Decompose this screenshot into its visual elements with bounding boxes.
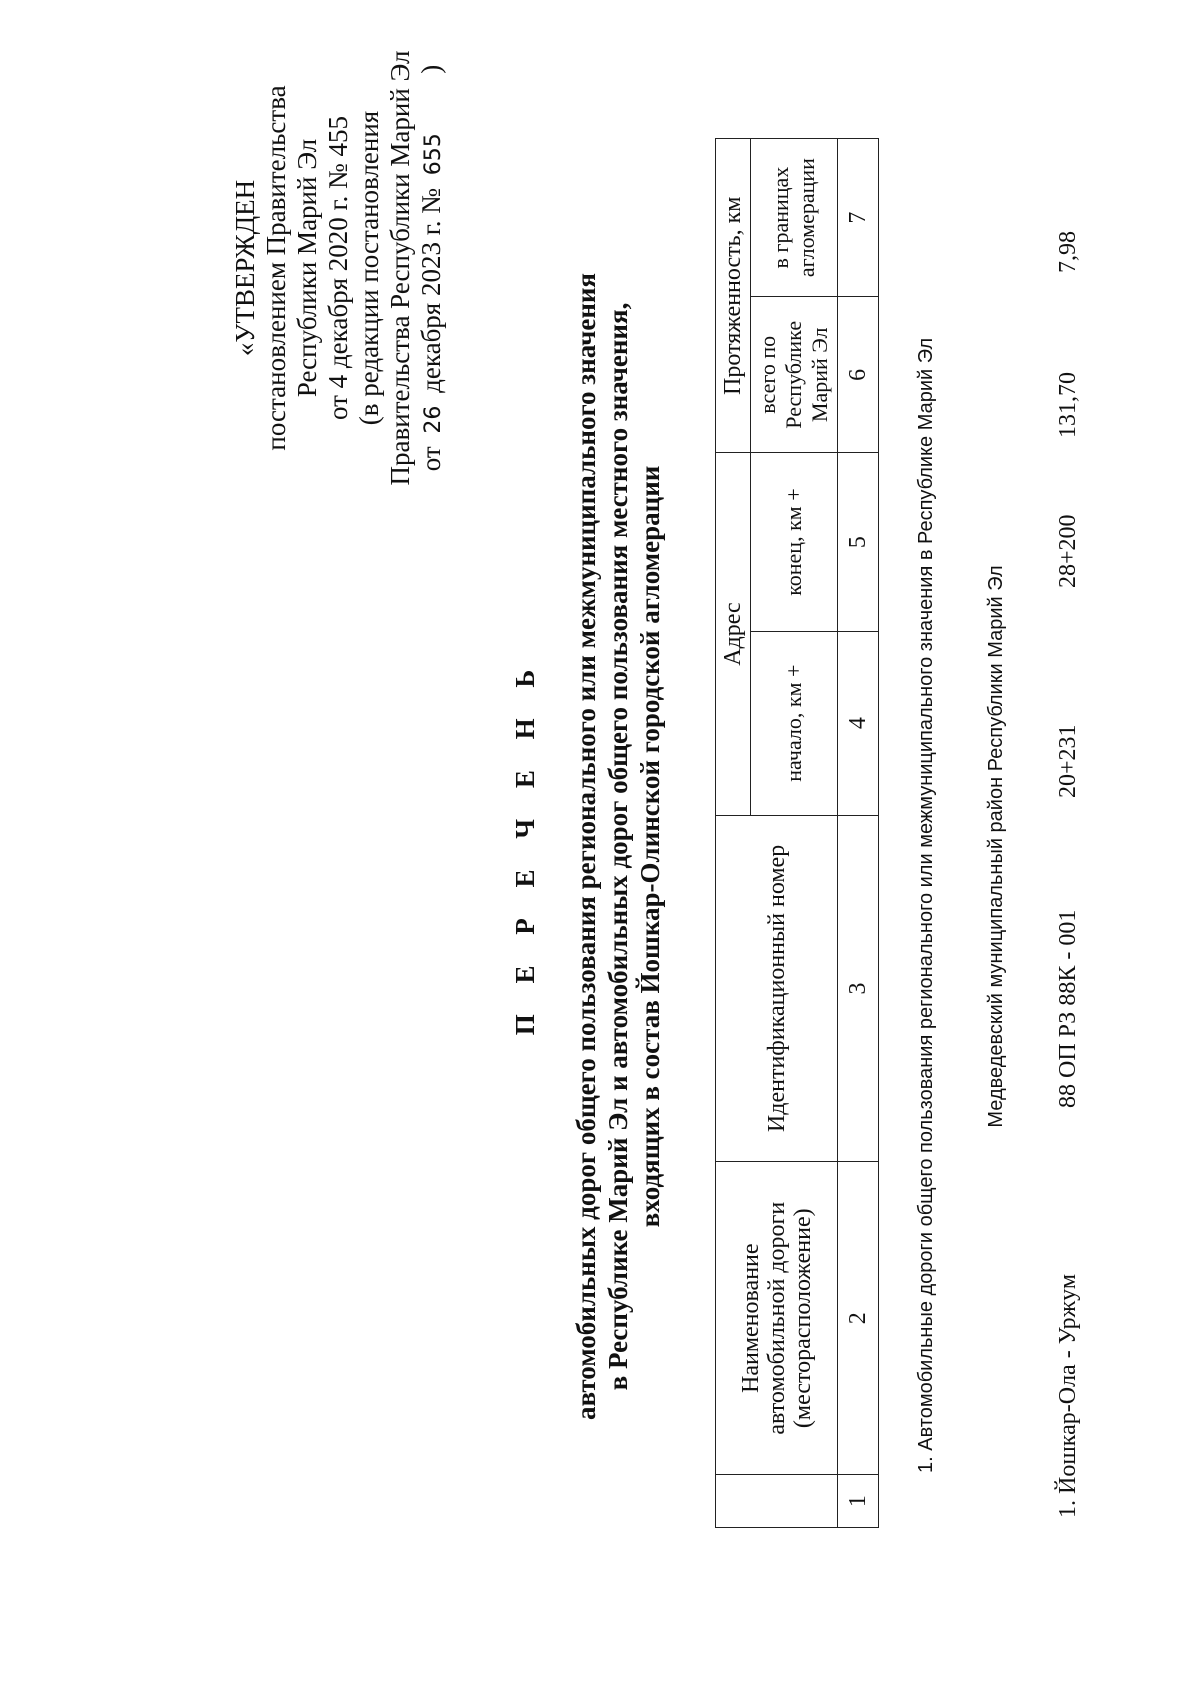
header-cell-total: всего по Республике Марий Эл bbox=[751, 297, 838, 453]
table-number-row bbox=[838, 139, 879, 1528]
header-cell-id: Идентификационный номер bbox=[716, 815, 838, 1162]
title-line: входящих в состав Йошкар-Олинской городской агломерации bbox=[635, 465, 665, 1228]
header-cell-start: начало, км + bbox=[751, 631, 838, 815]
roads-table bbox=[715, 138, 879, 1528]
col-number: 1 bbox=[838, 1475, 879, 1528]
row-road-total: 131,70 bbox=[1055, 372, 1081, 438]
header-cell-address: Адрес bbox=[716, 453, 751, 815]
row-road-start: 20+231 bbox=[1055, 724, 1081, 798]
header-cell-aggl: в границах агломерации bbox=[751, 139, 838, 297]
table-header-row bbox=[716, 139, 751, 1528]
col-number: 5 bbox=[838, 453, 879, 631]
title-line: в Республике Марий Эл и автомобильных дорог общего пользования местного значения, bbox=[603, 302, 633, 1391]
col-number: 2 bbox=[838, 1162, 879, 1475]
row-road-end: 28+200 bbox=[1055, 514, 1081, 588]
title-line: автомобильных дорог общего пользования регионального или межмуниципального значения bbox=[571, 272, 601, 1421]
document-title bbox=[570, 0, 666, 1693]
row-road-name: 1. Йошкар-Ола - Уржум bbox=[1055, 1273, 1081, 1518]
approval-line: от 4 декабря 2020 г. № 455 bbox=[323, 115, 353, 421]
approval-number: 655 bbox=[421, 133, 446, 176]
approval-line: Республики Марий Эл bbox=[292, 138, 322, 398]
approval-line: Правительства Республики Марий Эл bbox=[385, 50, 415, 486]
approval-month-year: декабря 2023 г. № bbox=[416, 187, 446, 393]
approval-ot: от bbox=[416, 446, 446, 472]
col-number: 3 bbox=[838, 815, 879, 1162]
approval-day: 26 bbox=[421, 405, 446, 434]
header-cell-index bbox=[716, 1475, 838, 1528]
approval-close-paren: ) bbox=[416, 64, 446, 74]
row-road-aggl: 7,98 bbox=[1055, 231, 1081, 273]
header-cell-end: конец, км + bbox=[751, 453, 838, 631]
header-cell-name: Наименование автомобильной дороги (месторасположение) bbox=[716, 1162, 838, 1475]
approval-date-line bbox=[416, 48, 449, 488]
col-number: 6 bbox=[838, 297, 879, 453]
approval-line: постановлением Правительства bbox=[261, 85, 291, 451]
header-cell-length: Протяженность, км bbox=[716, 139, 751, 453]
col-number: 7 bbox=[838, 139, 879, 297]
approval-line: (в редакции постановления bbox=[354, 110, 384, 426]
section-heading: 1. Автомобильные дороги общего пользования регионального или межмуниципального значения в Республике Марий Эл bbox=[915, 337, 937, 1473]
approval-line: «УТВЕРЖДЕН bbox=[230, 179, 260, 357]
approval-stamp bbox=[230, 48, 449, 488]
document-title-word: П Е Р Е Ч Е Н Ь bbox=[510, 657, 540, 1036]
district-heading: Медведевский муниципальный район Республики Марий Эл bbox=[985, 565, 1007, 1128]
col-number: 4 bbox=[838, 631, 879, 815]
row-road-id: 88 ОП РЗ 88К - 001 bbox=[1055, 909, 1081, 1108]
